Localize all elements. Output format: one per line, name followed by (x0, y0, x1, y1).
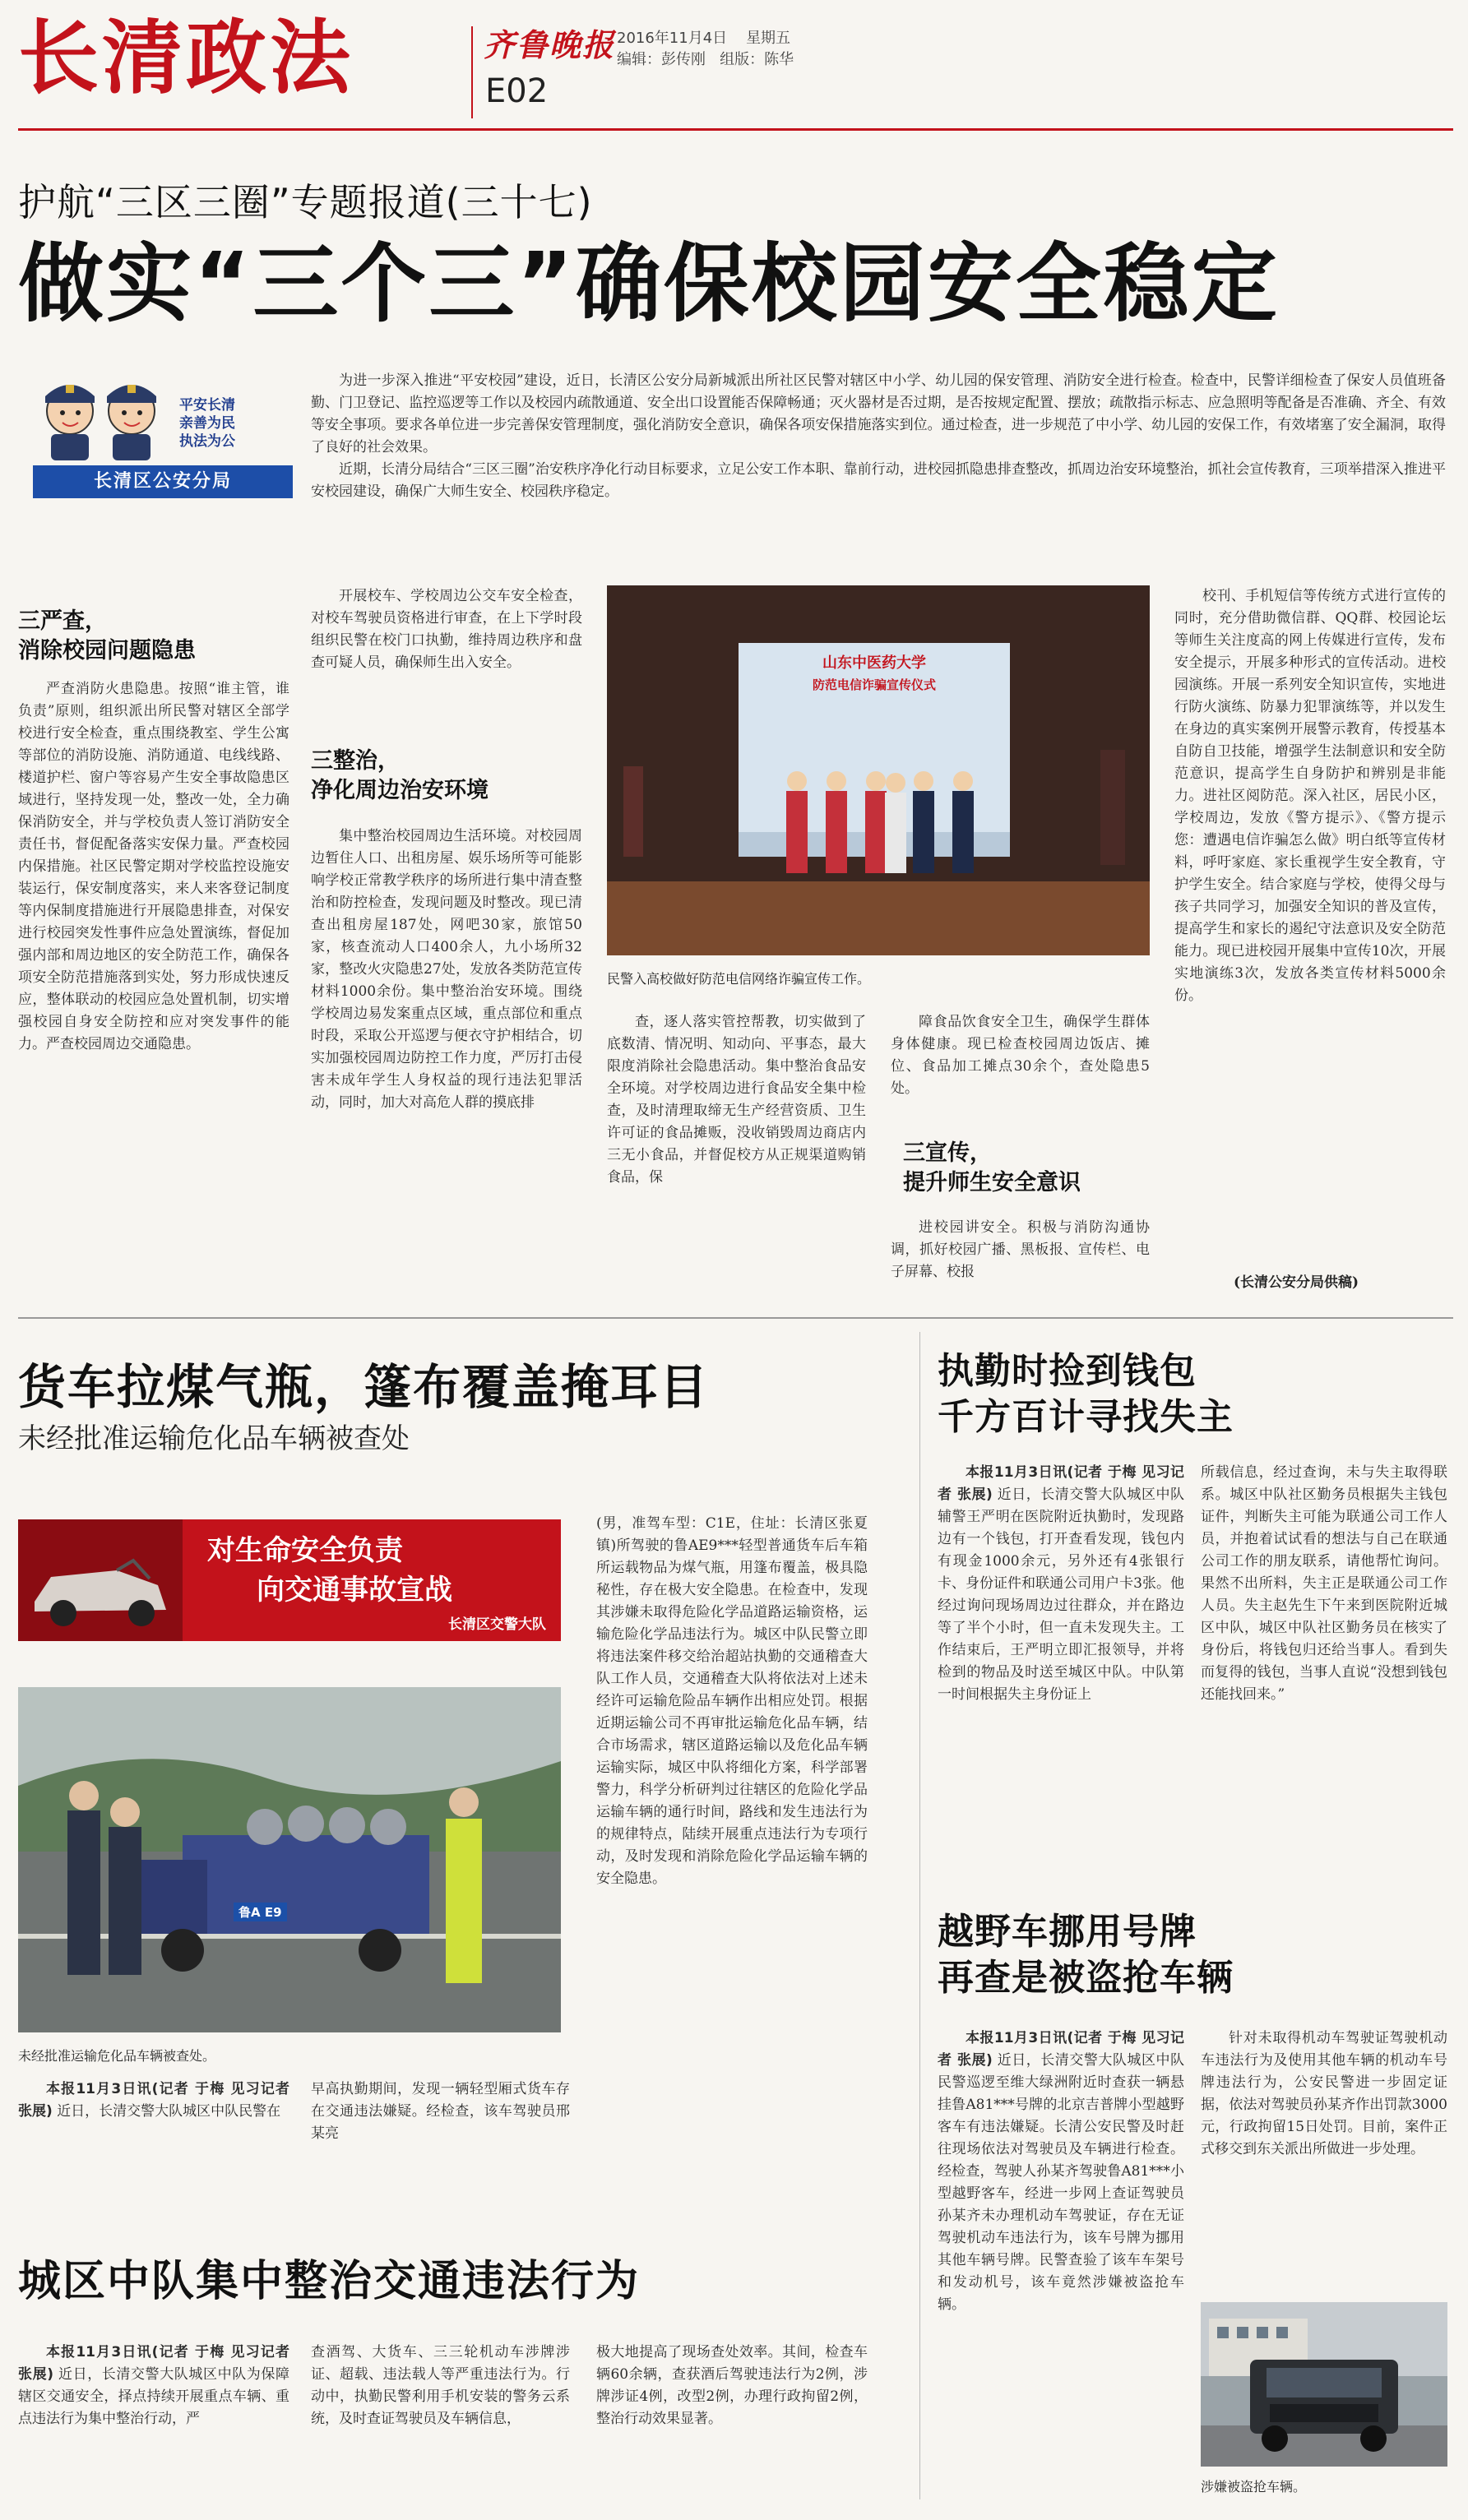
subhead-1-line-2: 消除校园问题隐患 (18, 638, 196, 664)
slogan-line-1: 平安长清 (179, 397, 235, 414)
crashed-car-icon (18, 1519, 183, 1641)
lead-column-4b-text: 进校园讲安全。积极与消防沟通协调，抓好校园广播、黑板报、宣传栏、电子屏幕、校报 (891, 1219, 1150, 1280)
masthead-divider (471, 26, 473, 118)
story3-column-b (311, 2342, 570, 2506)
lead-column-4b (891, 1217, 1150, 1307)
story5-column-b-text: 针对未取得机动车驾驶证驾驶机动车违法行为及使用其他车辆的机动车号牌违法行为，公安民警进一步固定证据，依法对驾驶员孙某齐作出罚款3000元，行政拘留15日处罚。目前，案件正式移交到东关派出所做进一步处理。 (1201, 2030, 1447, 2157)
lead-column-5-text: 校刊、手机短信等传统方式进行宣传的同时，充分借助微信群、QQ群、校园论坛等师生关注度高的网上传媒进行宣传，发布安全提示，开展多种形式的宣传活动。进校园演练。开展一系列安全知识宣传，实地进行防火演练、防暴力犯罪演练等，并以发生在身边的真实案例开展警示教育，传授基本自防自卫技能，增强学生法制意识和安全防范意识，提高学生自身防护和辨别是非能力。进社区阅防范。深入社区，居民小区，学校周边，发放《警方提示》、《警方提示您：遭遇电信诈骗怎么做》明白纸等宣传材料，呼吁家庭、家长重视学生安全教育，守护学生安全。结合家庭与学校，使得父母与孩子共同学习，加强安全知识的普及宣传，提高学生和家长的遏纪守法意识及安全防范能力。现已进校园开展集中宣传10次，开展实地演练3次，发放各类宣传材料5000余份。 (1174, 588, 1446, 1004)
subhead-3-line-2: 提升师生安全意识 (903, 1170, 1081, 1195)
story2-photo-caption: 未经批准运输危化品车辆被查处。 (18, 2048, 216, 2064)
lead-bottom-rule (18, 1317, 1453, 1319)
lead-column-4a-text: 障食品饮食安全卫生，确保学生群体身体健康。现已检查校园周边饭店、摊位、食品加工摊点30余个，查处隐患5处。 (891, 1014, 1150, 1097)
date-text: 2016年11月4日 (617, 30, 728, 47)
lead-column-5 (1174, 585, 1446, 1268)
story2-column-a (18, 2078, 289, 2167)
subhead-2-line-1: 三整治， (311, 748, 400, 774)
story2-headline: 货车拉煤气瓶，篷布覆盖掩耳目 (18, 1359, 710, 1415)
story5-column-a-text (938, 2028, 1184, 2316)
newspaper-name: 齐鲁晚报 (484, 26, 616, 63)
section-title: 长清政法 (18, 12, 354, 105)
story5-photo (1201, 2302, 1447, 2467)
subhead-3-line-1: 三宣传， (903, 1140, 992, 1166)
lead-credit: (长清公安分局供稿) (1234, 1274, 1359, 1291)
subhead-1 (18, 607, 289, 666)
story4-headline-line-2: 千方百计寻找失主 (938, 1396, 1234, 1438)
story2-byline: 本报11月3日讯(记者 于梅 见习记者 张展) (18, 2081, 289, 2120)
traffic-safety-banner (18, 1519, 561, 1641)
subhead-2 (311, 747, 582, 806)
story4-byline: 本报11月3日讯(记者 于梅 见习记者 张展) (938, 1464, 1184, 1503)
story2-column-c-text: (男，准驾车型：C1E，住址：长清区张夏镇)所驾驶的鲁AE9***轻型普通货车后车箱所运载物品为煤气瓶，用篷布覆盖，极具隐秘性，存在极大安全隐患。在检查中，发现其涉嫌未取得危险化学品道路运输资格，运输危险化学品违法行为。城区中队民警立即将违法案件移交给治超站执勤的交通稽查大队工作人员，交通稽查大队将依法对上述未经许可运输危险品车辆作出相应处罚。根据近期运输公司不再审批运输危化品车辆，结合市场需求，辖区道路运输以及危化品车辆运输实际，城区中队将细化方案，科学部署警力，科学分析研判过往辖区的危险化学品运输车辆的通行时间，路线和发生违法行为的规律特点，陆续开展重点违法行为专项行动，及时发现和消除危险化学品运输车辆的安全隐患。 (596, 1515, 868, 1887)
story3-column-a (18, 2342, 289, 2506)
story4-column-a (938, 1462, 1184, 1889)
layout-text: 组版：陈华 (720, 51, 794, 68)
story2-column-b (311, 2078, 570, 2167)
story3-column-b-text: 查酒驾、大货车、三三轮机动车涉牌涉证、超载、违法载人等严重违法行为。行动中，执勤民警利用手机安装的警务云系统，及时查证驾驶员及车辆信息， (311, 2344, 570, 2427)
police-logo (33, 372, 293, 503)
lead-column-2a-text: 开展校车、学校周边公交车安全检查，对校车驾驶员资格进行审查，在上下学时段组织民警在校门口执勤，维持周边秩序和盘查可疑人员，确保师生出入安全。 (311, 588, 582, 671)
logo-org-badge: 长清区公安分局 (33, 465, 293, 498)
banner-text (207, 1531, 452, 1610)
story5-headline-line-1: 越野车挪用号牌 (938, 1911, 1197, 1953)
lead-photo-caption: 民警入高校做好防范电信网络诈骗宣传工作。 (607, 971, 871, 987)
lead-column-3 (607, 1011, 866, 1307)
story3-column-a-text (18, 2342, 289, 2430)
editor-text: 编辑：彭传刚 (617, 51, 706, 68)
story3-headline: 城区中队集中整治交通违法行为 (18, 2257, 641, 2306)
lead-intro (311, 370, 1446, 551)
banner-line-2: 向交通事故宣战 (257, 1574, 452, 1607)
story5-body-a: 近日，长清交警大队城区中队民警巡逻至维大绿洲附近时查获一辆悬挂鲁A81***号牌的北京吉普牌小型越野客车有违法嫌疑。长清公安民警及时赶往现场依法对驾驶员及车辆进行检查。经检查，驾驶人孙某齐驾驶鲁A81***小型越野客车，经进一步网上查证驾驶员孙某齐未办理机动车驾驶证，存在无证驾驶机动车违法行为，该车号牌为挪用其他车辆号牌。民警查验了该车车架号和发动机号，该车竟然涉嫌被盗抢车辆。 (938, 2052, 1184, 2313)
lead-photo (607, 585, 1150, 955)
lead-column-2b (311, 825, 582, 1306)
story5-headline (938, 1909, 1234, 2001)
editor-line (617, 48, 794, 69)
story5-headline-line-2: 再查是被盗抢车辆 (938, 1957, 1234, 1999)
lead-column-3-text: 查，逐人落实管控帮教，切实做到了底数清、情况明、知动向、平事态，最大限度消除社会隐患活动。集中整治食品安全环境。对学校周边进行食品安全集中检查，及时清理取缔无生产经营资质、卫生许可证的食品摊贩，没收销毁周边商店内三无小食品，并督促校方从正规渠道购销食品，保 (607, 1014, 866, 1186)
story4-headline-line-1: 执勤时捡到钱包 (938, 1350, 1197, 1392)
photo-banner-text (747, 653, 1002, 696)
masthead-rule (18, 128, 1453, 131)
story2-body-a: 近日，长清交警大队城区中队民警在 (57, 2103, 281, 2120)
lead-kicker: 护航“三区三圈”专题报道(三十七) (18, 180, 593, 224)
truck-plate: 鲁A E9 (234, 1903, 287, 1921)
story4-headline (938, 1348, 1234, 1440)
lead-column-2a (311, 585, 582, 742)
story2-photo (18, 1687, 561, 2032)
story2-column-b-text: 早高执勤期间，发现一辆轻型厢式货车存在交通违法嫌疑。经检查，该车驾驶员邢某亮 (311, 2081, 570, 2142)
lead-column-1-text: 严查消防火患隐患。按照“谁主管，谁负责”原则，组织派出所民警对辖区全部学校进行安全检查，重点围绕教室、学生公寓等部位的消防设施、消防通道、电线线路、楼道护栏、窗户等容易产生安全事故隐患区域进行，坚持发现一处，整改一处，全力确保消防安全，并与学校负责人签订消防安全责任书，督促配备落实安保力量。严查校园内保措施。社区民警定期对学校监控设施安装运行，保安制度落实，来人来客登记制度等内保制度措施进行开展隐患排查，对保安进行校园突发性事件应急处置演练，督促加强内部和周边地区的安全防范工作，确保各项安全防范措施落到实处，努力形成快速反应，整体联动的校园应急处置机制，切实增强校园自身安全防控和应对突发事件的能力。严查校园周边交通隐患。 (18, 681, 289, 1052)
subhead-3 (903, 1139, 1150, 1198)
logo-slogan (179, 396, 235, 451)
right-column-divider (919, 1332, 920, 2499)
story4-column-a-text (938, 1462, 1184, 1706)
jeep-photo-icon (1201, 2302, 1447, 2467)
lead-column-2b-text: 集中整治校园周边生活环境。对校园周边暂住人口、出租房屋、娱乐场所等可能影响学校正常教学秩序的场所进行集中清查整治和防控检查，发现问题及时整改。现已清查出租房屋187处，网吧30家，旅馆50家，核查流动人口400余人，九小场所32家，整改火灾隐患27处，发放各类防范宣传材料1000余份。集中整治治安环境。围绕学校周边易发案重点区域，重点部位和重点时段，采取公开巡逻与便衣守护相结合，切实加强校园周边防控工作力度，严厉打击侵害未成年学生人身权益的现行违法犯罪活动，同时，加大对高危人群的摸底排 (311, 828, 582, 1111)
intro-paragraph-2: 近期，长清分局结合“三区三圈”治安秩序净化行动目标要求，立足公安工作本职、靠前行动，进校园抓隐患排查整改，抓周边治安环境整治，抓社会宣传教育，三项举措深入推进平安校园建设，确保广大师生安全、校园秩序稳定。 (311, 461, 1446, 500)
intro-paragraph-1: 为进一步深入推进“平安校园”建设，近日，长清区公安分局新城派出所社区民警对辖区中小学、幼儿园的保安管理、消防安全进行检查。检查中，民警详细检查了保安人员值班备勤、门卫登记、监控巡逻等工作以及校园内疏散通道、安全出口设置能否保障畅通；灭火器材是否过期，是否按规定配置、摆放；疏散指示标志、应急照明等配备是否准确、齐全、有效等安全事项。要求各单位进一步完善保安管理制度，强化消防安全意识，确保各项安保措施落实到位。通过检查，进一步规范了中小学、幼儿园的安保工作，有效堵塞了安全漏洞，取得了良好的社会效果。 (311, 372, 1446, 455)
lead-headline: 做实“三个三”确保校园安全稳定 (18, 234, 1280, 334)
story2-subhead: 未经批准运输危化品车辆被查处 (18, 1422, 410, 1455)
weekday-text: 星期五 (746, 30, 791, 47)
story5-column-a (938, 2028, 1184, 2504)
story2-column-c (596, 1513, 868, 2166)
truck-inspection-photo-icon (18, 1687, 561, 2032)
story3-byline: 本报11月3日讯(记者 于梅 见习记者 张展) (18, 2344, 289, 2383)
story4-column-b-text: 所载信息，经过查询，未与失主取得联系。城区中队社区勤务员根据失主钱包证件，判断失主可能为联通公司工作人员，并抱着试试看的想法与自己在联通公司工作的朋友联系，请他帮忙询问。果然不出所料，失主正是联通公司工作人员。失主赵先生下午来到医院附近城区中队，城区中队社区勤务员在核实了身份后，将钱包归还给当事人。看到失而复得的钱包，当事人直说“没想到钱包还能找回来。” (1201, 1464, 1447, 1703)
banner-line-1: 对生命安全负责 (207, 1534, 403, 1567)
lead-column-4a (891, 1011, 1150, 1117)
story5-byline: 本报11月3日讯(记者 于梅 见习记者 张展) (938, 2030, 1184, 2069)
story4-body-a: 近日，长清交警大队城区中队辅警王严明在医院附近执勤时，发现路边有一个钱包，打开查看发现，钱包内有现金1000余元，另外还有4张银行卡、身份证件和联通公司用户卡3张。他经过询问现场周边过往群众，并在路边等了半个小时，但一直未发现失主。工作结束后，王严明立即汇报领导，并将检到的物品及时送至城区中队。中队第一时间根据失主身份证上 (938, 1487, 1184, 1703)
photo-banner-line-1: 山东中医药大学 (822, 654, 926, 672)
lead-column-1 (18, 678, 289, 1303)
slogan-line-3: 执法为公 (179, 433, 235, 450)
issue-date (617, 26, 790, 48)
slogan-line-2: 亲善为民 (179, 415, 235, 432)
story5-column-b (1201, 2028, 1447, 2274)
story3-column-c (596, 2342, 868, 2506)
subhead-2-line-2: 净化周边治安环境 (311, 778, 489, 803)
page-number: E02 (485, 72, 549, 110)
story3-column-c-text: 极大地提高了现场查处效率。其间，检查车辆60余辆，查获酒后驾驶违法行为2例，涉牌涉证4例，改型2例，办理行政拘留2例，整治行动效果显著。 (596, 2344, 868, 2427)
subhead-1-line-1: 三严查， (18, 608, 107, 634)
story4-column-b (1201, 1462, 1447, 1889)
banner-org: 长清区交警大队 (448, 1616, 546, 1633)
stage-event-photo-icon (607, 585, 1150, 955)
story2-column-a-text (18, 2078, 289, 2123)
story5-photo-caption: 涉嫌被盗抢车辆。 (1201, 2479, 1307, 2495)
police-mascot-icon (33, 372, 173, 462)
photo-banner-line-2: 防范电信诈骗宣传仪式 (812, 677, 936, 692)
story3-body-a: 近日，长清交警大队城区中队为保障辖区交通安全，择点持续开展重点车辆、重点违法行为集中整治行动，严 (18, 2366, 289, 2427)
